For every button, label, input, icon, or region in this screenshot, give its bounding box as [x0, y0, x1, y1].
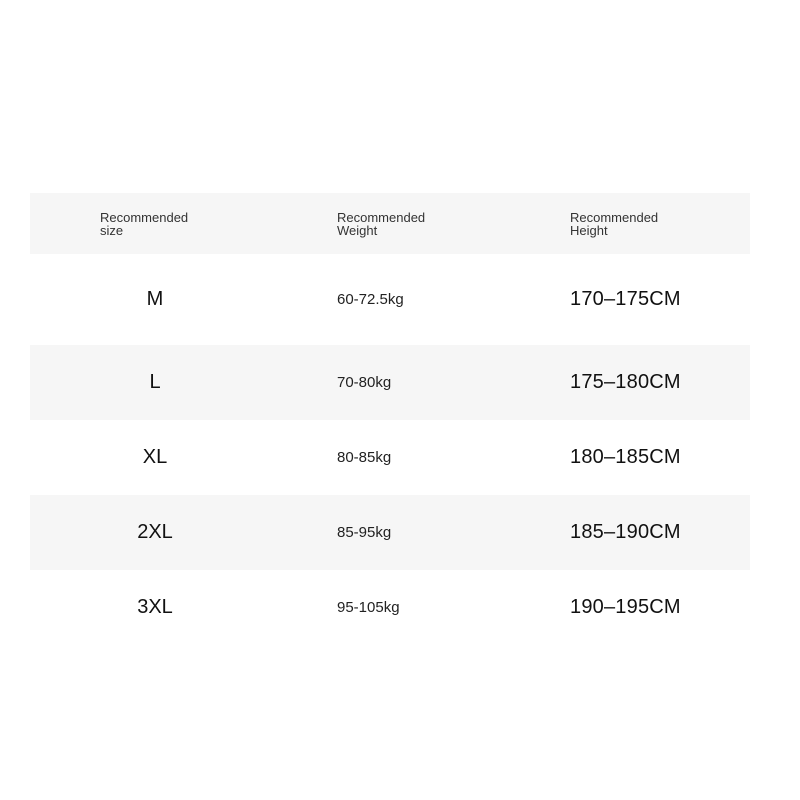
weight-value: 80-85kg — [337, 449, 392, 466]
size-cell — [100, 495, 210, 570]
size-cell — [100, 254, 210, 345]
size-cell — [100, 420, 210, 495]
height-cell — [570, 420, 770, 495]
height-value: 170–175CM — [570, 288, 681, 310]
weight-value: 70-80kg — [337, 374, 392, 391]
size-cell — [100, 570, 210, 645]
height-cell — [570, 345, 770, 420]
size-value: L — [149, 371, 161, 393]
size-chart-table — [30, 193, 750, 645]
height-value: 180–185CM — [570, 446, 681, 468]
header-cell-weight — [337, 193, 537, 254]
height-value: 175–180CM — [570, 371, 681, 393]
height-cell — [570, 254, 770, 345]
size-value: 3XL — [137, 596, 173, 618]
header-weight-label: Recommended Weight — [337, 209, 426, 238]
header-height-label: Recommended Height — [570, 209, 659, 238]
table-header-row — [30, 193, 750, 254]
size-value: XL — [142, 446, 168, 468]
weight-cell — [337, 420, 537, 495]
header-size-label: Recommended size — [100, 209, 189, 238]
table-row — [30, 495, 750, 570]
header-cell-size — [100, 193, 300, 254]
weight-value: 60-72.5kg — [337, 291, 404, 308]
weight-cell — [337, 254, 537, 345]
size-value: 2XL — [137, 521, 173, 543]
size-cell — [100, 345, 210, 420]
height-value: 185–190CM — [570, 521, 681, 543]
table-row — [30, 420, 750, 495]
size-value: M — [146, 288, 164, 310]
weight-value: 95-105kg — [337, 599, 400, 616]
table-row — [30, 345, 750, 420]
weight-cell — [337, 495, 537, 570]
height-cell — [570, 570, 770, 645]
table-row — [30, 570, 750, 645]
header-cell-height — [570, 193, 770, 254]
weight-cell — [337, 570, 537, 645]
height-value: 190–195CM — [570, 596, 681, 618]
weight-cell — [337, 345, 537, 420]
height-cell — [570, 495, 770, 570]
weight-value: 85-95kg — [337, 524, 392, 541]
table-row — [30, 254, 750, 345]
